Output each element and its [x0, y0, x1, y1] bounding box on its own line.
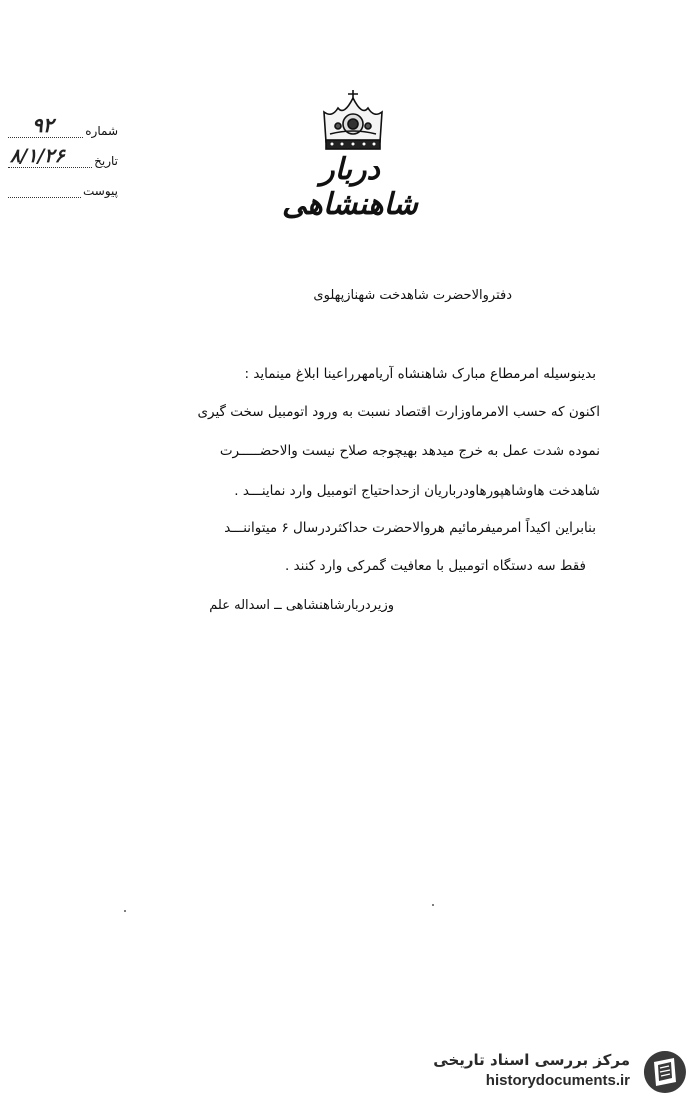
recipient-line: دفتروالاحضرت شاهدخت شهنازپهلوی	[313, 288, 512, 303]
scan-speck	[432, 904, 434, 906]
watermark	[426, 1048, 694, 1094]
body-line: شاهدخت هاوشاهپورهاودرباریان ازحداحتیاج اتومبیل وارد نماینـــد .	[234, 483, 600, 499]
scan-speck	[124, 910, 126, 912]
watermark-persian: مرکز بررسی اسناد تاریخی	[433, 1051, 630, 1069]
body-line: بنابراین اکیداً امرمیفرمائیم هروالاحضرت حداکثردرسال ۶ میتواننـــد	[224, 520, 596, 536]
archive-logo-icon	[640, 1048, 690, 1094]
watermark-url: historydocuments.ir	[485, 1072, 630, 1089]
number-value: ۹۲	[32, 113, 54, 137]
body-line: بدینوسیله امرمطاع مبارک شاهنشاه آریامهرراعینا ابلاغ مینماید :	[244, 366, 596, 382]
royal-crown-icon	[318, 88, 388, 154]
body-line: فقط سه دستگاه اتومبیل با معافیت گمرکی وارد کنند .	[284, 558, 586, 574]
body-line: اکنون که حسب الامرماوزارت اقتصاد نسبت به ورود اتومبیل سخت گیری	[197, 404, 600, 420]
watermark-text	[433, 1048, 630, 1090]
signature-line: وزیردربارشاهنشاهی ــ اسداله علم	[209, 598, 394, 613]
date-line	[8, 145, 92, 168]
meta-number-row	[8, 108, 118, 138]
document-meta	[8, 108, 118, 198]
meta-attachment-row	[8, 168, 118, 198]
court-title: دربار شاهنشاهی	[282, 152, 418, 222]
body-line: نموده شدت عمل به خرج میدهد بهیچوجه صلاح نیست والاحضـــــرت	[219, 443, 600, 459]
number-line	[8, 115, 83, 138]
attachment-line	[8, 175, 81, 198]
date-value: ۸/۱/۲۶	[10, 145, 65, 167]
attachment-label: پیوست	[83, 184, 118, 198]
date-label: تاریخ	[94, 154, 118, 168]
meta-date-row	[8, 138, 118, 168]
number-label: شماره	[85, 124, 118, 138]
